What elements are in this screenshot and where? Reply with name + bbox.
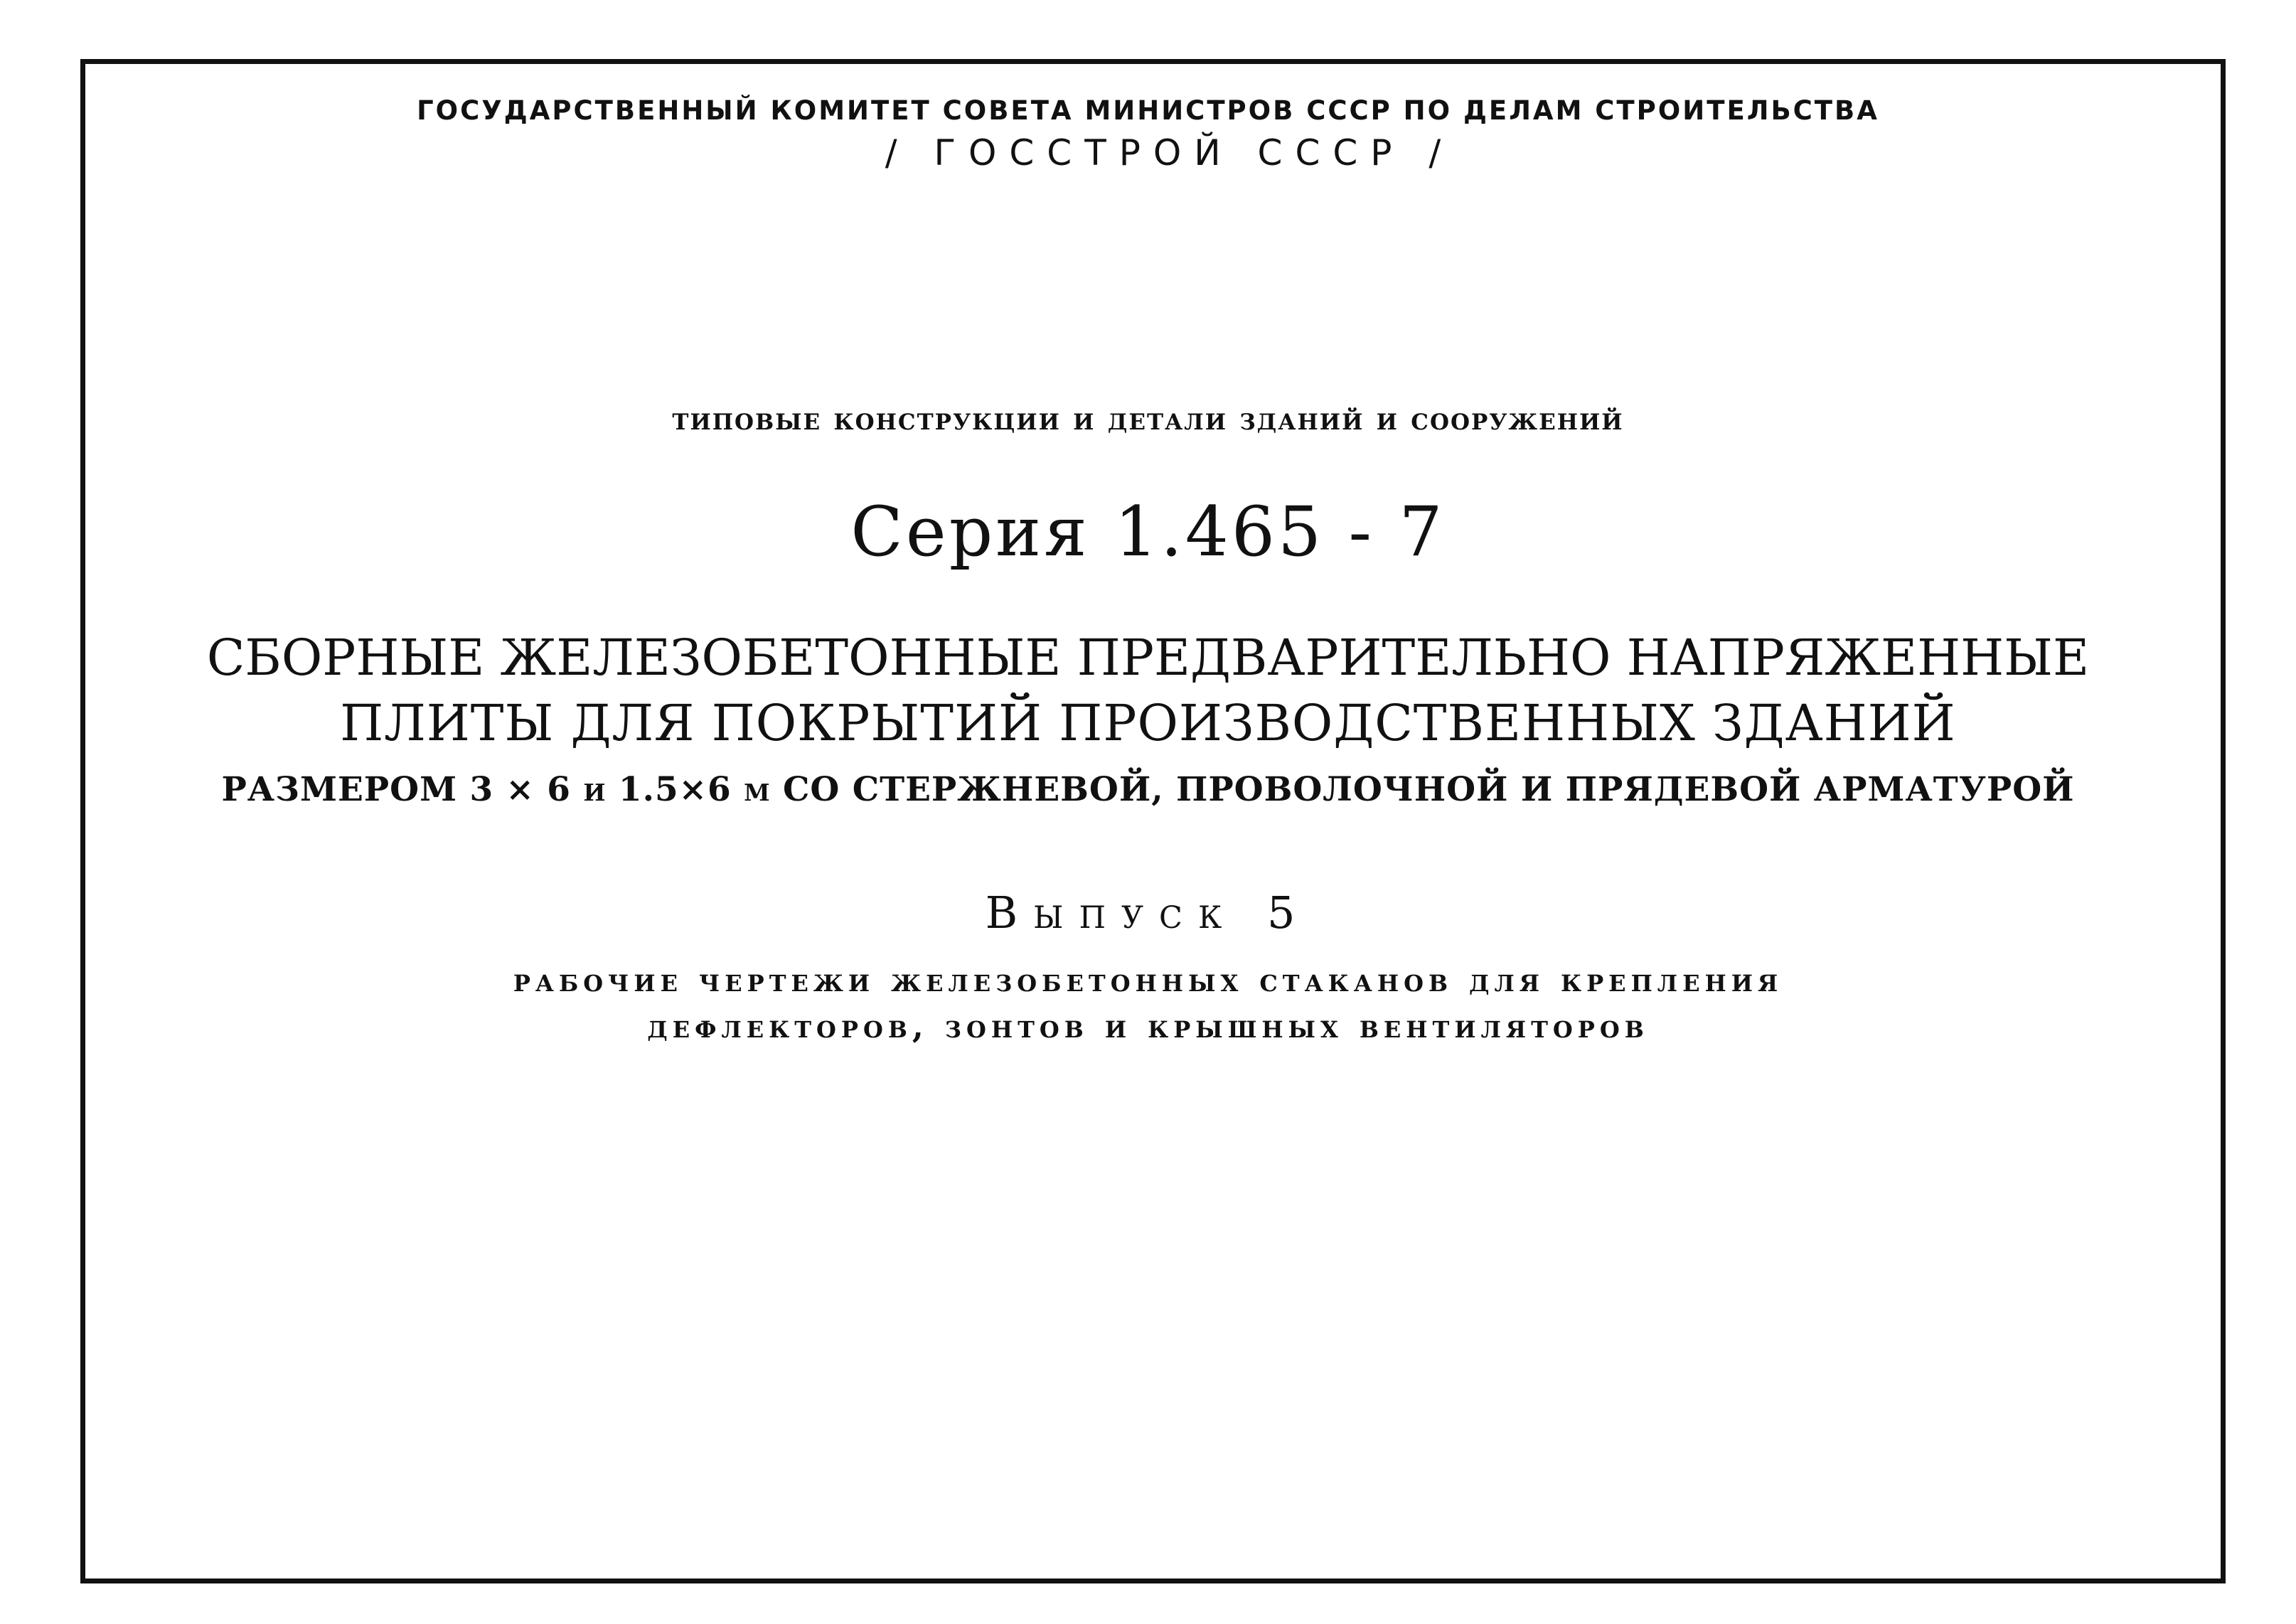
description-line-2: дефлекторов, зонтов и крышных вентиляторов <box>647 1007 1649 1045</box>
description-line-1: рабочие чертежи железобетонных стаканов для крепления <box>513 961 1783 999</box>
organization-short-name: / ГОССТРОЙ СССР / <box>885 132 1454 173</box>
series-number: Серия 1.465 - 7 <box>850 492 1446 572</box>
issue-number: Выпуск 5 <box>985 887 1311 939</box>
document-category: типовые конструкции и детали зданий и сооружений <box>672 401 1624 437</box>
organization-name: ГОСУДАРСТВЕННЫЙ КОМИТЕТ СОВЕТА МИНИСТРОВ СССР ПО ДЕЛАМ СТРОИТЕЛЬСТВА <box>417 95 1879 126</box>
title-line-3: РАЗМЕРОМ 3 × 6 и 1.5×6 м СО СТЕРЖНЕВОЙ, ПРОВОЛОЧНОЙ И ПРЯДЕВОЙ АРМАТУРОЙ <box>221 770 2075 809</box>
title-line-2: ПЛИТЫ ДЛЯ ПОКРЫТИЙ ПРОИЗВОДСТВЕННЫХ ЗДАНИЙ <box>340 694 1956 752</box>
page-frame <box>80 59 2226 1583</box>
title-line-1: СБОРНЫЕ ЖЕЛЕЗОБЕТОННЫЕ ПРЕДВАРИТЕЛЬНО НАПРЯЖЕННЫЕ <box>206 629 2090 687</box>
